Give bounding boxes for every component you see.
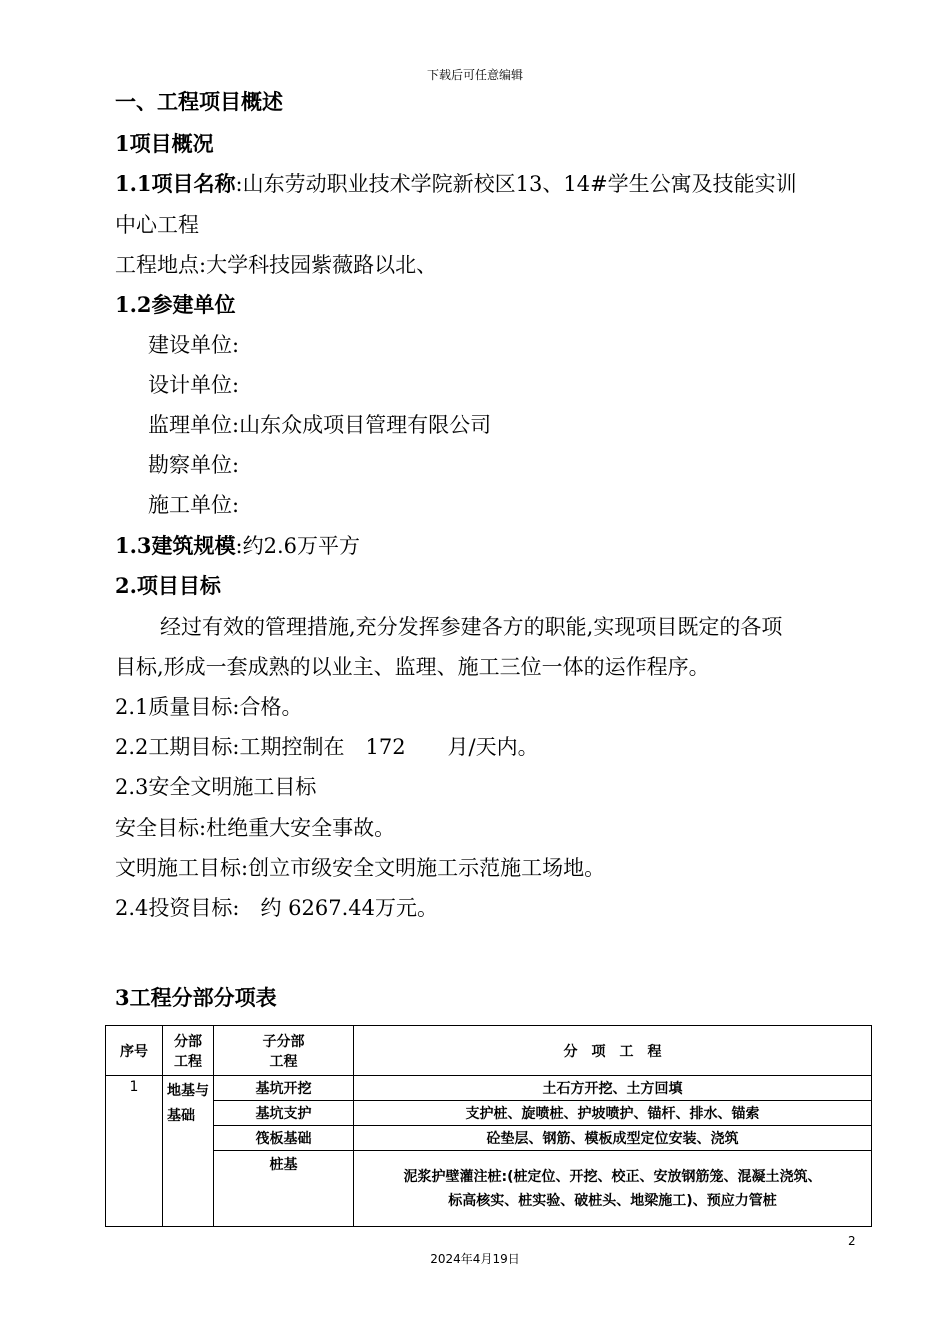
table-header-row <box>106 1026 872 1076</box>
division-name: 地基与基础 <box>163 1076 214 1227</box>
safety-goal: 安全目标:杜绝重大安全事故。 <box>115 816 396 840</box>
items-text: 支护桩、旋喷桩、护坡喷护、锚杆、排水、锚索 <box>354 1101 872 1126</box>
items-text: 泥浆护壁灌注桩:(桩定位、开挖、校正、安放钢筋笼、混凝土浇筑、 标高核实、桩实验、破桩头、地梁施工)、预应力管桩 <box>354 1151 872 1227</box>
header-sub-division: 子分部 工程 <box>214 1026 354 1076</box>
project-name-label: 1.1项目名称 <box>115 171 236 196</box>
project-site: 工程地点:大学科技园紫薇路以北、 <box>115 253 438 277</box>
header-no: 序号 <box>106 1026 163 1076</box>
header-division: 分部 工程 <box>163 1026 214 1076</box>
footer-date: 2024年4月19日 <box>430 1252 520 1266</box>
heading-overview: 一、工程项目概述 <box>115 89 283 114</box>
project-name-line <box>115 169 797 199</box>
quality-goal: 2.1质量目标:合格。 <box>115 695 303 719</box>
heading-participants: 1.2参建单位 <box>115 292 236 317</box>
page-number: 2 <box>848 1234 856 1248</box>
building-scale-line <box>115 531 360 561</box>
heading-division-table: 3工程分部分项表 <box>115 985 277 1010</box>
table-row <box>106 1126 872 1151</box>
items-text: 砼垫层、钢筋、模板成型定位安装、浇筑 <box>354 1126 872 1151</box>
goals-paragraph-1: 经过有效的管理措施,充分发挥参建各方的职能,实现项目既定的各项 <box>160 615 783 639</box>
table-row <box>106 1101 872 1126</box>
goals-paragraph-2: 目标,形成一套成熟的以业主、监理、施工三位一体的运作程序。 <box>115 655 710 679</box>
construction-unit: 施工单位: <box>148 493 240 517</box>
row-number: 1 <box>106 1076 163 1227</box>
supervision-unit: 监理单位:山东众成项目管理有限公司 <box>148 413 492 437</box>
sub-division-name: 筏板基础 <box>214 1126 354 1151</box>
heading-goals: 2.项目目标 <box>115 573 221 598</box>
civilized-construction-goal: 文明施工目标:创立市级安全文明施工示范施工场地。 <box>115 856 606 880</box>
sub-division-name: 基坑支护 <box>214 1101 354 1126</box>
division-table <box>105 1025 872 1227</box>
building-scale-label: 1.3建筑规模 <box>115 533 236 558</box>
header-items: 分 项 工 程 <box>354 1026 872 1076</box>
building-scale-text: :约2.6万平方 <box>235 534 361 558</box>
table-row <box>106 1076 872 1101</box>
safety-heading: 2.3安全文明施工目标 <box>115 775 317 799</box>
schedule-goal: 2.2工期目标:工期控制在 172 月/天内。 <box>115 735 539 759</box>
owner-unit: 建设单位: <box>148 333 240 357</box>
project-name-text: :山东劳动职业技术学院新校区13、14#学生公寓及技能实训 <box>235 172 797 196</box>
table-row <box>106 1151 872 1227</box>
heading-project-summary: 1项目概况 <box>115 131 214 156</box>
sub-division-name: 基坑开挖 <box>214 1076 354 1101</box>
investment-goal: 2.4投资目标: 约 6267.44万元。 <box>115 896 438 920</box>
survey-unit: 勘察单位: <box>148 453 240 477</box>
items-text: 土石方开挖、土方回填 <box>354 1076 872 1101</box>
sub-division-name: 桩基 <box>214 1151 354 1227</box>
design-unit: 设计单位: <box>148 373 240 397</box>
header-note: 下载后可任意编辑 <box>426 68 523 82</box>
project-name-continued: 中心工程 <box>115 213 199 237</box>
